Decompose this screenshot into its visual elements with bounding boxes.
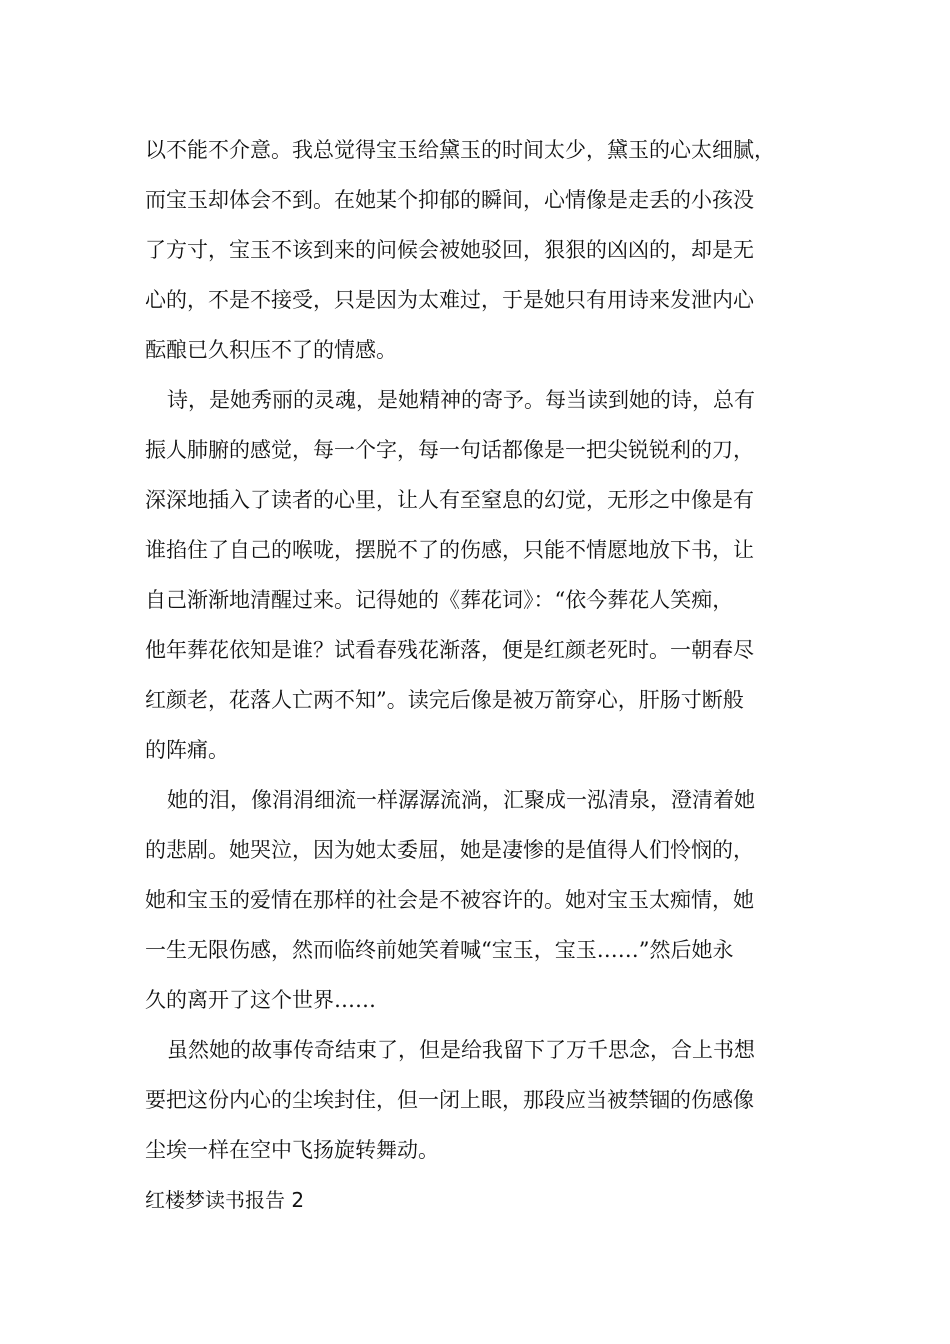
paragraph-3-line-2: 的悲剧。她哭泣，因为她太委屈，她是凄惨的是值得人们怜悯的， (145, 838, 754, 862)
paragraph-2-line-1: 诗，是她秀丽的灵魂，是她精神的寄予。每当读到她的诗，总有 (167, 388, 755, 412)
paragraph-3-line-5: 久的离开了这个世界…… (145, 988, 376, 1012)
paragraph-2-line-6: 他年葬花依知是谁？试看春残花渐落，便是红颜老死时。一朝春尽 (145, 638, 754, 662)
paragraph-2-line-8: 的阵痛。 (145, 738, 229, 762)
section-heading: 红楼梦读书报告 2 (145, 1188, 305, 1212)
paragraph-3-line-1: 她的泪，像涓涓细流一样潺潺流淌，汇聚成一泓清泉，澄清着她 (167, 788, 755, 812)
paragraph-4-line-2: 要把这份内心的尘埃封住，但一闭上眼，那段应当被禁锢的伤感像 (145, 1088, 754, 1112)
paragraph-2-line-5: 自己渐渐地清醒过来。记得她的《葬花词》：“依今葬花人笑痴， (145, 588, 734, 612)
paragraph-2-line-2: 振人肺腑的感觉，每一个字，每一句话都像是一把尖锐锐利的刀， (145, 438, 754, 462)
paragraph-2-line-3: 深深地插入了读者的心里，让人有至窒息的幻觉，无形之中像是有 (145, 488, 754, 512)
paragraph-1-line-3: 了方寸，宝玉不该到来的问候会被她驳回，狠狠的凶凶的，却是无 (145, 238, 754, 262)
paragraph-3-line-3: 她和宝玉的爱情在那样的社会是不被容许的。她对宝玉太痴情，她 (145, 888, 754, 912)
paragraph-4-line-1: 虽然她的故事传奇结束了，但是给我留下了万千思念，合上书想 (167, 1038, 755, 1062)
paragraph-1-line-5: 酝酿已久积压不了的情感。 (145, 338, 397, 362)
paragraph-1-line-1: 以不能不介意。我总觉得宝玉给黛玉的时间太少，黛玉的心太细腻， (145, 138, 775, 162)
paragraph-1-line-4: 心的，不是不接受，只是因为太难过，于是她只有用诗来发泄内心 (145, 288, 754, 312)
paragraph-4-line-3: 尘埃一样在空中飞扬旋转舞动。 (145, 1138, 439, 1162)
paragraph-1-line-2: 而宝玉却体会不到。在她某个抑郁的瞬间，心情像是走丢的小孩没 (145, 188, 754, 212)
paragraph-2-line-4: 谁掐住了自己的喉咙，摆脱不了的伤感，只能不情愿地放下书，让 (145, 538, 754, 562)
paragraph-3-line-4: 一生无限伤感，然而临终前她笑着喊“宝玉，宝玉……”然后她永 (145, 938, 734, 962)
paragraph-2-line-7: 红颜老，花落人亡两不知”。读完后像是被万箭穿心，肝肠寸断般 (145, 688, 744, 712)
